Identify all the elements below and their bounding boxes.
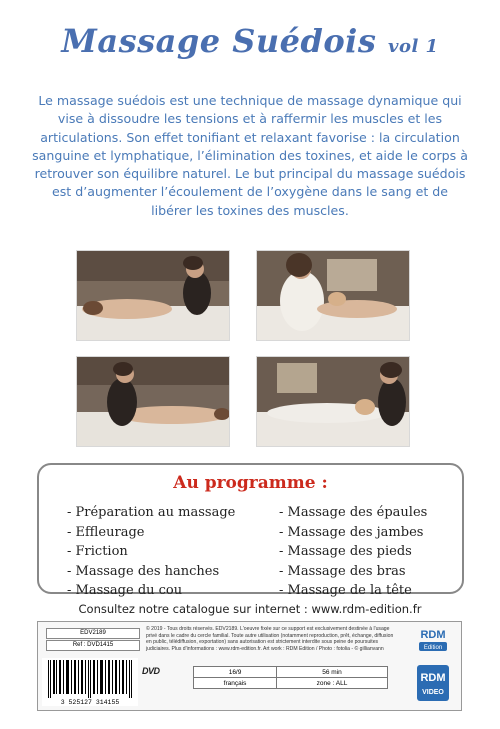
product-reference: Ref : DVD1415 bbox=[46, 640, 140, 651]
specs-table bbox=[193, 666, 388, 689]
zone-cell: zone : ALL bbox=[277, 678, 388, 689]
program-list-right bbox=[279, 503, 427, 601]
list-item: - Effleurage bbox=[67, 524, 145, 540]
list-item: - Massage des pieds bbox=[279, 544, 412, 559]
product-codes bbox=[46, 628, 140, 652]
rdm-edition-logo bbox=[416, 625, 450, 655]
page-title bbox=[0, 22, 500, 60]
list-item: - Massage des hanches bbox=[67, 563, 220, 579]
barcode-number: 3 525127 314155 bbox=[60, 699, 120, 706]
svg-text:RDM: RDM bbox=[420, 672, 446, 684]
svg-text:VIDEO: VIDEO bbox=[422, 689, 444, 696]
list-item: - Massage de la tête bbox=[279, 583, 412, 598]
program-heading: Au programme : bbox=[173, 473, 328, 493]
list-item: - Massage des épaules bbox=[279, 505, 428, 520]
photo-neck-massage bbox=[256, 250, 410, 341]
duration-cell: 56 min bbox=[277, 667, 388, 678]
catalogue-link-text: Consultez notre catalogue sur internet : www.rdm-edition.fr bbox=[78, 602, 422, 616]
program-box bbox=[37, 463, 464, 598]
footer-info-panel bbox=[37, 621, 462, 711]
format-cell: 16/9 bbox=[194, 667, 277, 678]
list-item: - Friction bbox=[67, 544, 128, 559]
title-volume: vol 1 bbox=[387, 36, 439, 57]
svg-text:RDM: RDM bbox=[420, 629, 446, 641]
list-item: - Massage du cou bbox=[67, 583, 183, 598]
svg-text:Edition: Edition bbox=[423, 645, 443, 651]
language-cell: français bbox=[194, 678, 277, 689]
title-main: Massage Suédois bbox=[61, 22, 377, 60]
photo-head-massage bbox=[256, 356, 410, 447]
barcode bbox=[42, 658, 138, 706]
photo-leg-massage bbox=[76, 356, 230, 447]
list-item: - Massage des bras bbox=[279, 563, 406, 579]
list-item: - Préparation au massage bbox=[67, 505, 236, 520]
product-code: EDV2189 bbox=[46, 628, 140, 639]
rdm-video-logo bbox=[416, 664, 450, 702]
dvd-logo: DVD bbox=[142, 666, 160, 676]
intro-paragraph: Le massage suédois est une technique de massage dynamique qui vise à dissoudre les tensions et à raffermir les muscles et les articulations. Son effet tonifiant et relaxant favorise : la circulation sanguine et lymphatique, l’élimination des toxines, et aide le corps à retrouver son équilibre naturel. Le but principal du massage suédois est d’augmenter l’écoulement de l’oxygène dans le sang et de libérer les toxines des muscles. bbox=[32, 93, 468, 218]
legal-notice: © 2019 - Tous droits réservés. EDV2189. L'oeuvre fixée sur ce support est exclusivement destinée à l'usage privé dans le cadre du cercle familial. Toute autre utilisation (notamment reproduction, prêt, échange, diffusion en public, télédiffusion, exportation) sans autorisation est strictement interdite sous peine de poursuites judiciaires. Plus d'informations : www.rdm-edition.fr. Art work : RDM Edition / Photo : fotolia - © gillianvann bbox=[146, 626, 394, 653]
photo-back-massage bbox=[76, 250, 230, 341]
list-item: - Massage des jambes bbox=[279, 524, 424, 540]
program-list-left bbox=[67, 503, 235, 601]
